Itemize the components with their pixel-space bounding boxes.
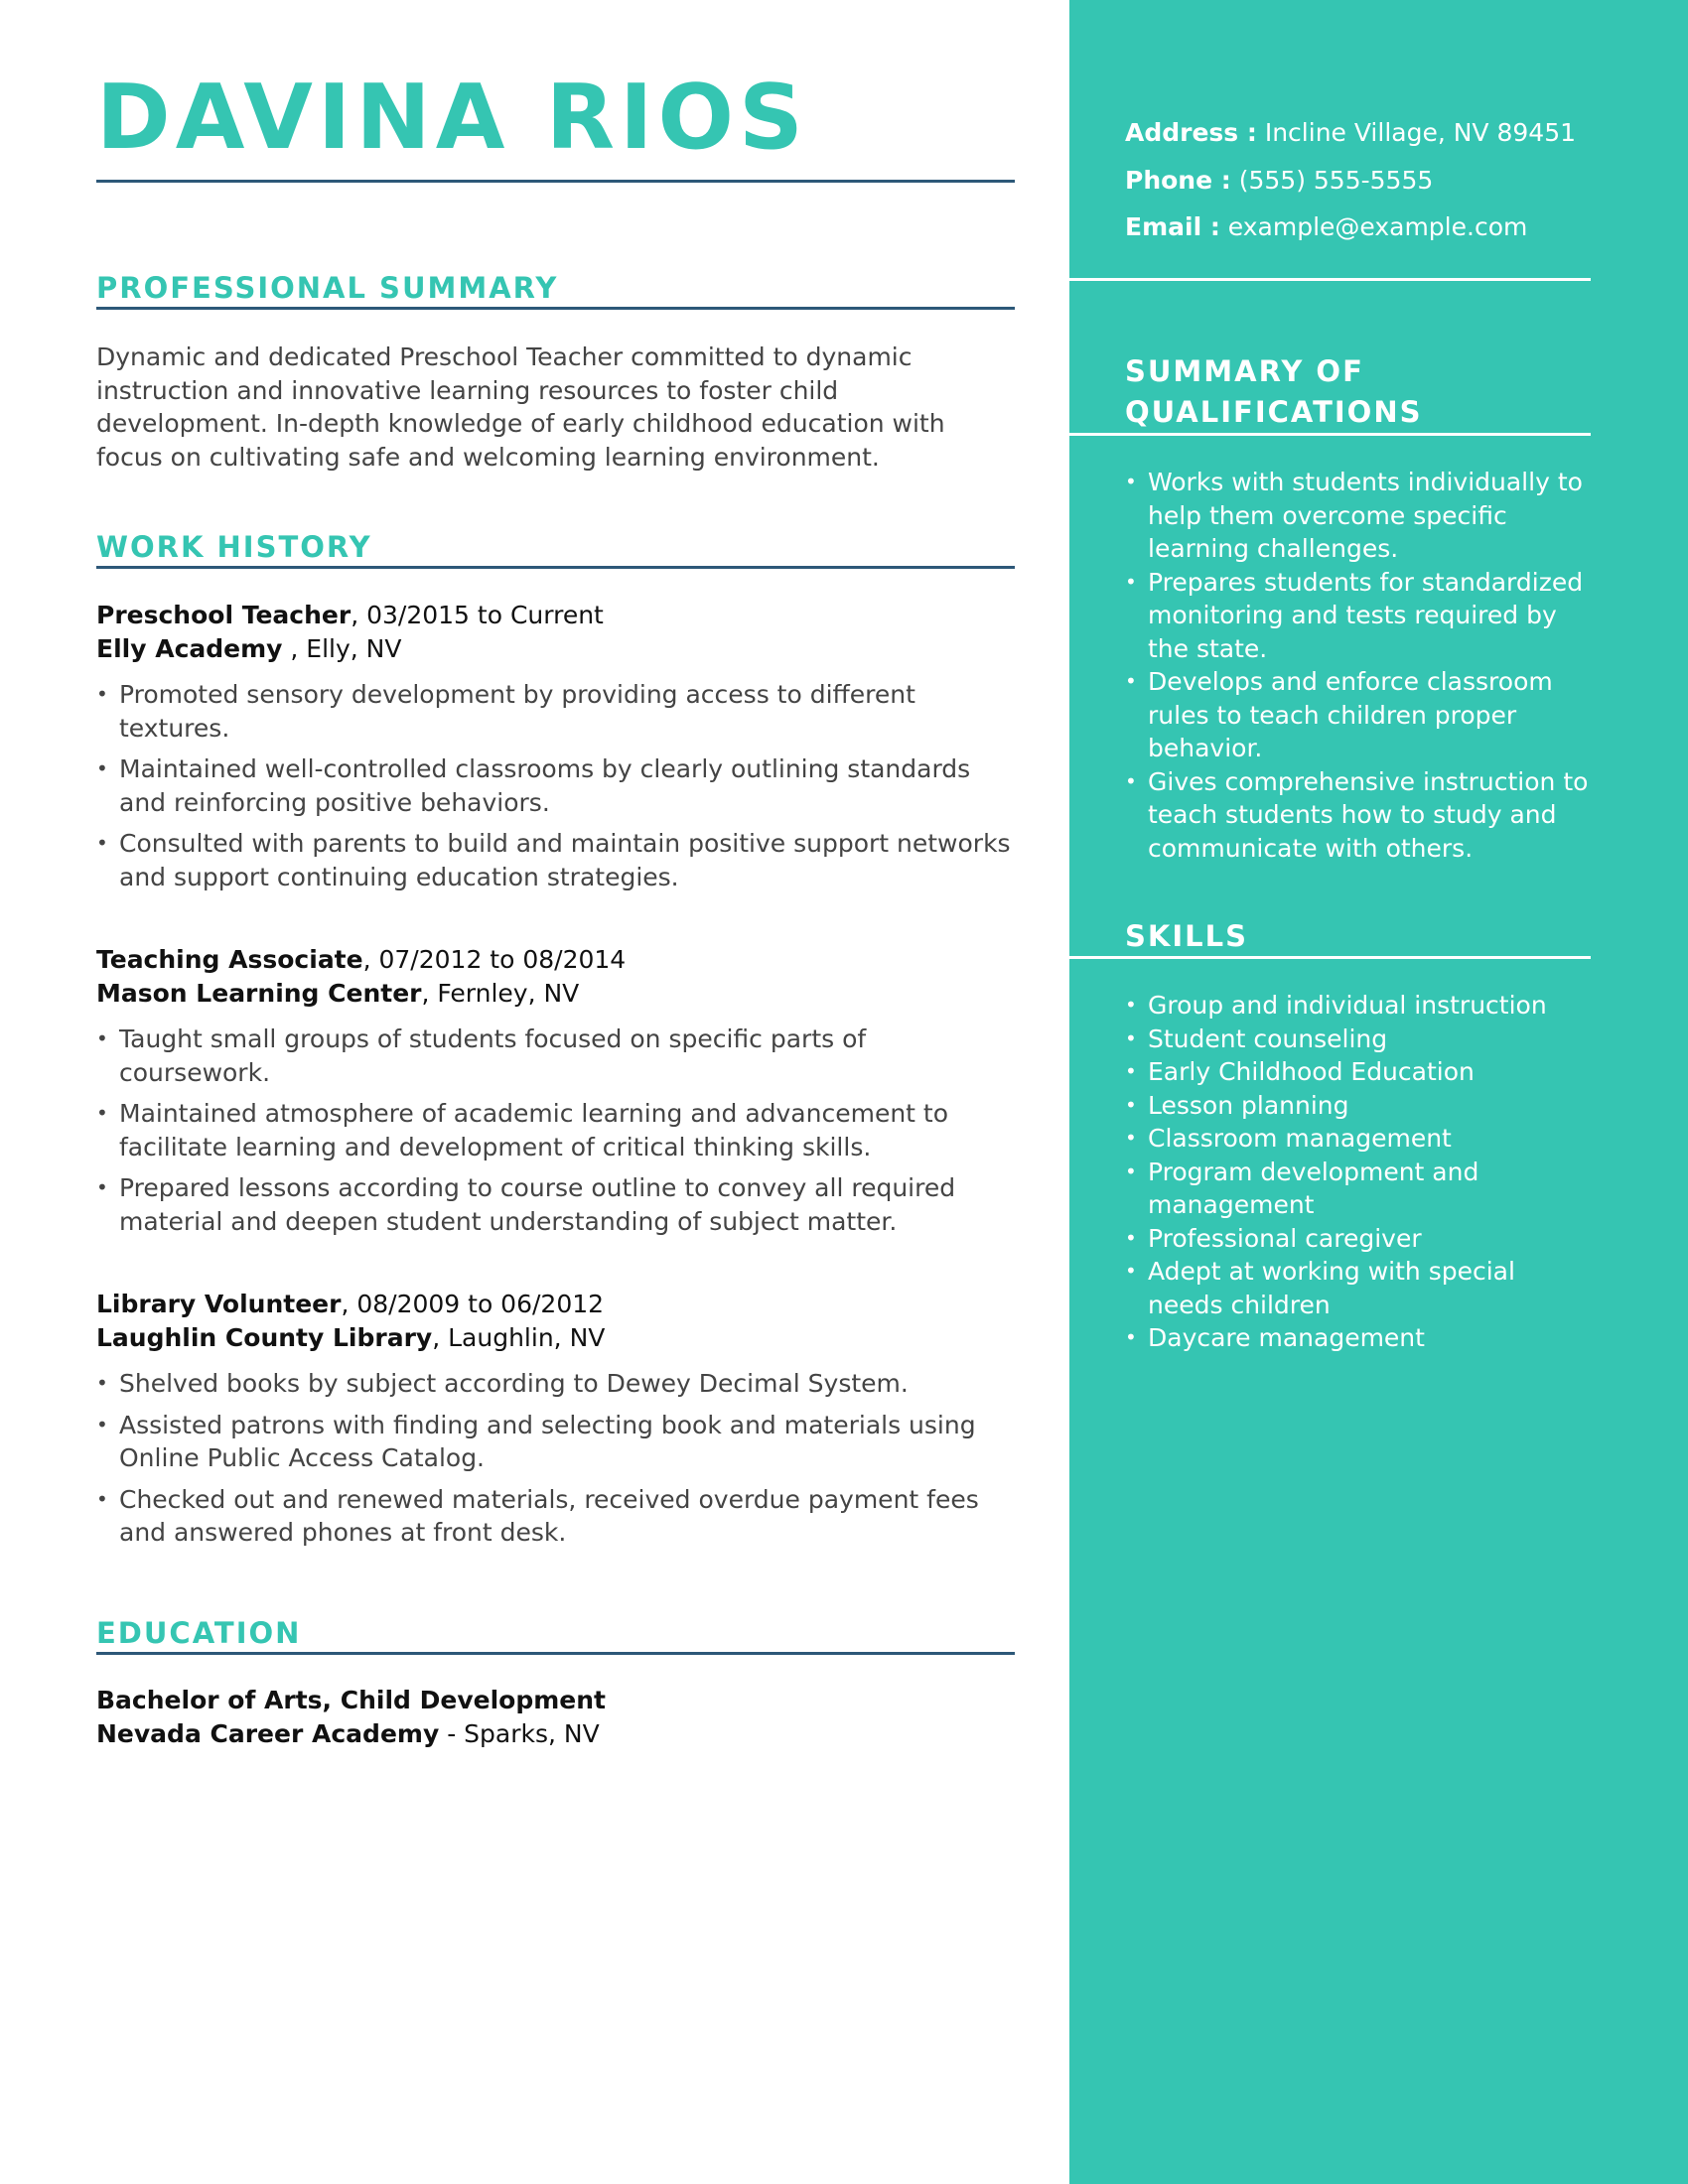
education-heading: EDUCATION — [96, 1616, 302, 1650]
job-employer: Laughlin County Library — [96, 1323, 433, 1352]
job-bullet: • Taught small groups of students focused on specific parts of coursework. — [96, 1023, 1015, 1089]
qualification-item: • Develops and enforce classroom rules to teach children proper behavior. — [1125, 665, 1592, 765]
job-dates: , 07/2012 to 08/2014 — [362, 945, 627, 974]
job-title: Preschool Teacher — [96, 601, 352, 629]
job-employer-line — [96, 1321, 1015, 1355]
email-label: Email : — [1125, 212, 1220, 241]
skills-divider — [1069, 956, 1591, 959]
contact-block — [1125, 109, 1641, 251]
school-location: - Sparks, NV — [439, 1719, 600, 1748]
email-row — [1125, 204, 1641, 251]
contact-divider — [1069, 278, 1591, 281]
job-location: , Fernley, NV — [421, 979, 580, 1008]
job-location: , Elly, NV — [282, 634, 402, 663]
phone-row — [1125, 157, 1641, 205]
skill-item: • Classroom management — [1125, 1122, 1592, 1156]
school-name: Nevada Career Academy — [96, 1719, 440, 1748]
phone-label: Phone : — [1125, 165, 1231, 195]
job-bullets — [96, 678, 1015, 893]
address-label: Address : — [1125, 118, 1257, 147]
job-bullet: • Checked out and renewed materials, received overdue payment fees and answered phones at front desk. — [96, 1483, 1015, 1550]
job-employer-line — [96, 632, 1015, 666]
job-bullet: • Consulted with parents to build and maintain positive support networks and support continuing education strategies. — [96, 827, 1015, 893]
job-bullet: • Maintained well-controlled classrooms by clearly outlining standards and reinforcing positive behaviors. — [96, 752, 1015, 819]
candidate-name: DAVINA RIOS — [96, 66, 808, 170]
qualification-item: • Prepares students for standardized monitoring and tests required by the state. — [1125, 566, 1592, 666]
job-title-line — [96, 599, 1015, 632]
qualifications-heading: SUMMARY OF QUALIFICATIONS — [1125, 354, 1423, 429]
job-bullet: • Shelved books by subject according to Dewey Decimal System. — [96, 1367, 1015, 1401]
skill-item: • Student counseling — [1125, 1023, 1592, 1056]
summary-divider — [96, 307, 1015, 310]
qualifications-list — [1125, 466, 1592, 865]
job-entry — [96, 943, 1015, 1246]
job-employer: Mason Learning Center — [96, 979, 422, 1008]
job-dates: , 08/2009 to 06/2012 — [341, 1290, 605, 1318]
job-bullet: • Promoted sensory development by providing access to different textures. — [96, 678, 1015, 745]
address-value: Incline Village, NV 89451 — [1264, 118, 1577, 147]
job-bullet: • Maintained atmosphere of academic learning and advancement to facilitate learning and development of critical thinking skills. — [96, 1097, 1015, 1163]
degree-name: Bachelor of Arts, Child Development — [96, 1686, 606, 1714]
qualification-item: • Gives comprehensive instruction to teach students how to study and communicate with others. — [1125, 765, 1592, 866]
skill-item: • Daycare management — [1125, 1321, 1592, 1355]
email-value[interactable]: example@example.com — [1227, 212, 1528, 241]
job-bullets — [96, 1023, 1015, 1238]
skill-item: • Adept at working with special needs children — [1125, 1255, 1592, 1321]
work-history-heading: WORK HISTORY — [96, 530, 372, 564]
job-dates: , 03/2015 to Current — [351, 601, 604, 629]
professional-summary-heading: PROFESSIONAL SUMMARY — [96, 271, 559, 305]
skill-item: • Group and individual instruction — [1125, 989, 1592, 1023]
skills-heading: SKILLS — [1125, 919, 1248, 953]
qualification-item: • Works with students individually to help them overcome specific learning challenges. — [1125, 466, 1592, 566]
education-entry — [96, 1684, 1015, 1751]
job-location: , Laughlin, NV — [432, 1323, 606, 1352]
job-bullets — [96, 1367, 1015, 1550]
job-title-line — [96, 943, 1015, 977]
education-divider — [96, 1652, 1015, 1655]
job-title: Teaching Associate — [96, 945, 363, 974]
job-bullet: • Assisted patrons with finding and selecting book and materials using Online Public Access Catalog. — [96, 1409, 1015, 1475]
professional-summary-text: Dynamic and dedicated Preschool Teacher committed to dynamic instruction and innovative learning resources to foster child development. In-depth knowledge of early childhood education with focus on cultivating safe and welcoming learning environment. — [96, 342, 945, 472]
job-entry — [96, 599, 1015, 901]
qualifications-divider — [1069, 433, 1591, 436]
skills-list — [1125, 989, 1592, 1355]
job-title-line — [96, 1288, 1015, 1321]
job-entry — [96, 1288, 1015, 1558]
job-title: Library Volunteer — [96, 1290, 342, 1318]
job-employer: Elly Academy — [96, 634, 283, 663]
job-bullet: • Prepared lessons according to course outline to convey all required material and deepen student understanding of subject matter. — [96, 1171, 1015, 1238]
skill-item: • Professional caregiver — [1125, 1222, 1592, 1256]
name-divider — [96, 180, 1015, 183]
job-employer-line — [96, 977, 1015, 1011]
address-row — [1125, 109, 1641, 157]
education-school-line — [96, 1717, 1015, 1751]
skill-item: • Program development and management — [1125, 1156, 1592, 1222]
skill-item: • Lesson planning — [1125, 1089, 1592, 1123]
phone-value: (555) 555-5555 — [1238, 165, 1434, 195]
skill-item: • Early Childhood Education — [1125, 1055, 1592, 1089]
education-degree — [96, 1684, 1015, 1717]
work-history-divider — [96, 566, 1015, 569]
